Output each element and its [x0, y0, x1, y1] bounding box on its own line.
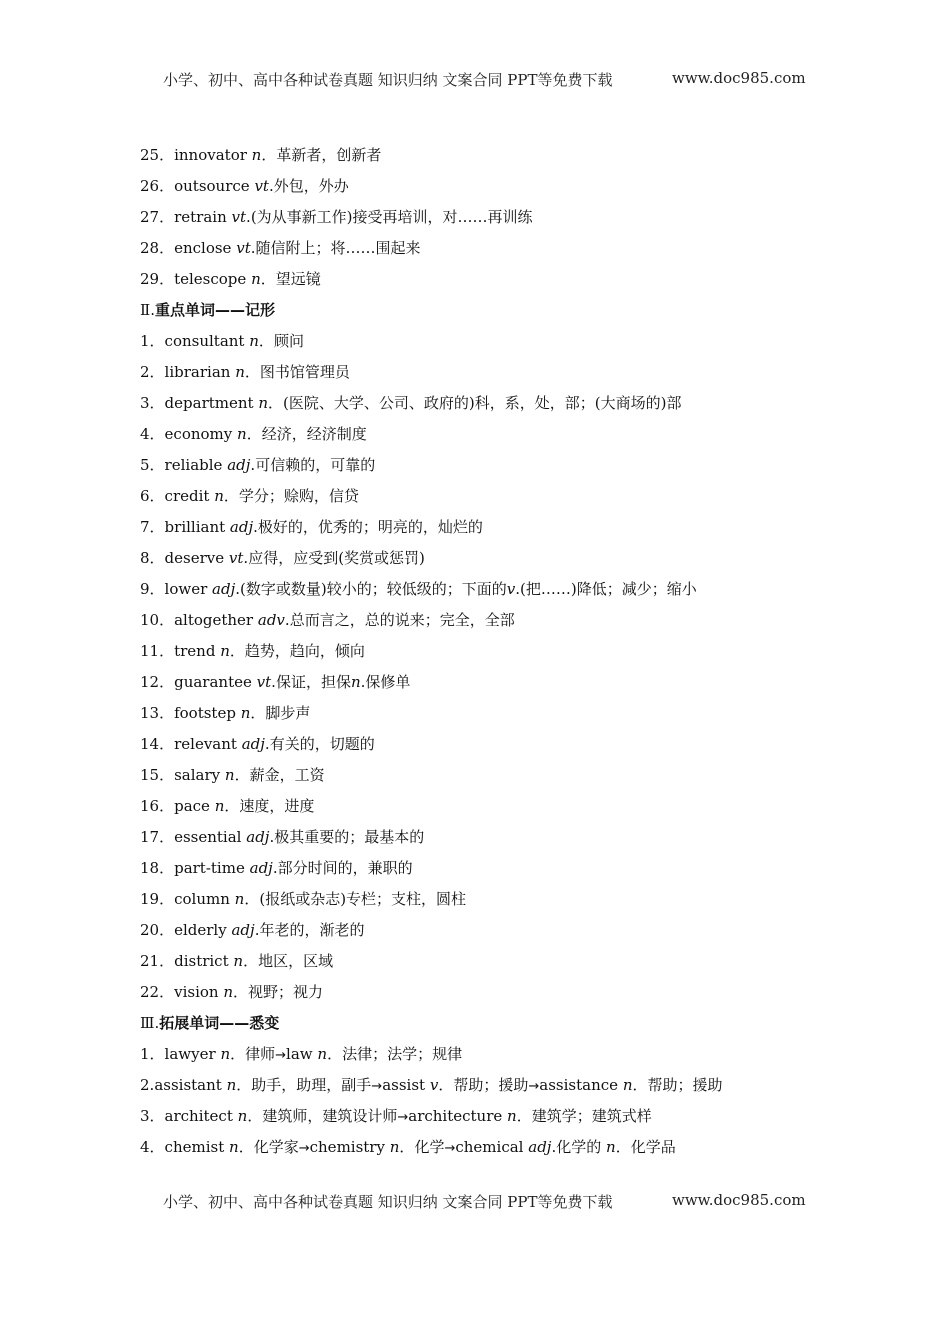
- entry-word: retrain: [174, 208, 227, 226]
- vocab-entry: [140, 233, 900, 264]
- entry-number: 5．: [140, 456, 165, 474]
- entry-pos-separator: .: [243, 549, 249, 567]
- entry-word: enclose: [174, 239, 232, 257]
- form-word: assist: [382, 1076, 426, 1094]
- entry-meaning-2: 保修单: [365, 673, 411, 691]
- entry-meaning: 应得，应受到(奖赏或惩罚): [248, 549, 425, 567]
- vocab-entry: [140, 946, 900, 977]
- vocab-entry: [140, 791, 900, 822]
- vocab-entry: [140, 202, 900, 233]
- form-meaning: 帮助；援助: [453, 1076, 529, 1094]
- form-word: law: [286, 1045, 313, 1063]
- form-pos-separator: .: [551, 1138, 557, 1156]
- entry-pos: vt: [254, 177, 269, 195]
- entry-word: economy: [164, 425, 233, 443]
- entry-pos: adv: [257, 611, 285, 629]
- entry-number: 11．: [140, 642, 175, 660]
- entry-word: librarian: [164, 363, 231, 381]
- form-pos-separator: ．: [236, 1076, 252, 1094]
- arrow-right-icon: →: [444, 1141, 456, 1156]
- entry-meaning-2: (把……)降低；减少；缩小: [520, 580, 697, 598]
- entry-number: 4．: [140, 425, 165, 443]
- form-meaning: 化学家: [253, 1138, 299, 1156]
- form-pos-separator: ．: [516, 1107, 532, 1125]
- vocab-entry: [140, 326, 900, 357]
- entry-pos-separator: .: [268, 177, 274, 195]
- vocab-entry: [140, 636, 900, 667]
- entry-number: 20．: [140, 921, 175, 939]
- entry-meaning: 脚步声: [265, 704, 311, 722]
- vocab-entry: [140, 884, 900, 915]
- vocab-entry: [140, 264, 900, 295]
- entry-meaning: 随信附上；将……围起来: [255, 239, 421, 257]
- arrow-right-icon: →: [298, 1141, 310, 1156]
- entry-word: brilliant: [164, 518, 226, 536]
- vocab-entry: [140, 1070, 900, 1101]
- form-word: chemistry: [309, 1138, 385, 1156]
- form-pos: n: [507, 1107, 517, 1125]
- entry-word: trend: [174, 642, 216, 660]
- entry-number: 25．: [140, 146, 175, 164]
- header-site: www.doc985.com: [672, 69, 806, 87]
- entry-pos-separator: .: [250, 239, 256, 257]
- entry-number: 22．: [140, 983, 175, 1001]
- form-pos-separator: ．: [327, 1045, 343, 1063]
- section-3-heading: [140, 1008, 900, 1039]
- vocab-entry: [140, 1132, 900, 1163]
- vocab-list-section2: [140, 326, 900, 1008]
- entry-pos: adj: [227, 456, 251, 474]
- entry-number: 4．: [140, 1138, 165, 1156]
- entry-meaning: 极其重要的；最基本的: [274, 828, 425, 846]
- entry-pos: n: [223, 983, 234, 1001]
- vocab-entry: [140, 853, 900, 884]
- entry-pos-2: n: [350, 673, 361, 691]
- form-pos-separator-2: ．: [615, 1138, 631, 1156]
- entry-pos: n: [249, 332, 259, 350]
- entry-meaning: 年老的，渐老的: [259, 921, 365, 939]
- arrow-right-icon: →: [371, 1079, 383, 1094]
- section-2-heading: [140, 295, 900, 326]
- entry-pos: adj: [212, 580, 236, 598]
- entry-meaning: 速度，进度: [239, 797, 315, 815]
- form-pos: adj: [528, 1138, 552, 1156]
- entry-pos: vt: [256, 673, 272, 691]
- form-pos-2: n: [606, 1138, 616, 1156]
- form-pos: n: [226, 1076, 237, 1094]
- vocab-entry: [140, 1039, 900, 1070]
- entry-number: 17．: [140, 828, 175, 846]
- entry-pos-separator: ．: [243, 952, 259, 970]
- entry-number: 1．: [140, 332, 165, 350]
- form-pos: n: [317, 1045, 328, 1063]
- entry-meaning: (医院、大学、公司、政府的)科，系，处，部；(大商场的)部: [283, 394, 682, 412]
- entry-meaning: 可信赖的，可靠的: [255, 456, 376, 474]
- entry-pos: vt: [236, 239, 251, 257]
- form-meaning: 化学的: [556, 1138, 602, 1156]
- entry-pos-separator: .: [271, 673, 276, 691]
- footer-site: www.doc985.com: [672, 1191, 806, 1209]
- entry-pos: vt: [231, 208, 247, 226]
- entry-meaning: (报纸或杂志)专栏；支柱，圆柱: [259, 890, 467, 908]
- entry-pos-separator: ．: [223, 487, 239, 505]
- entry-number: 26．: [140, 177, 175, 195]
- form-word: architect: [164, 1107, 233, 1125]
- form-meaning: 帮助；援助: [647, 1076, 723, 1094]
- form-word: assistance: [539, 1076, 619, 1094]
- entry-meaning: 望远镜: [275, 270, 321, 288]
- entry-number: 14．: [140, 735, 175, 753]
- entry-pos-separator: .: [272, 859, 278, 877]
- entry-pos-separator: .: [269, 828, 275, 846]
- entry-meaning: 顾问: [273, 332, 304, 350]
- entry-pos-separator: ．: [260, 270, 276, 288]
- vocab-entry: [140, 512, 900, 543]
- vocab-entry: [140, 698, 900, 729]
- entry-number: 8．: [140, 549, 165, 567]
- vocab-entry: [140, 605, 900, 636]
- entry-pos: n: [258, 394, 269, 412]
- form-meaning-2: 化学品: [630, 1138, 676, 1156]
- entry-pos-separator: ．: [244, 890, 260, 908]
- entry-pos-separator: .: [250, 456, 256, 474]
- entry-word: relevant: [174, 735, 237, 753]
- form-pos-separator: ．: [438, 1076, 454, 1094]
- vocab-entry: [140, 419, 900, 450]
- entry-word: vision: [174, 983, 219, 1001]
- form-pos-separator: ．: [632, 1076, 648, 1094]
- entry-word: footstep: [174, 704, 236, 722]
- entry-meaning: 革新者，创新者: [276, 146, 382, 164]
- entry-pos-separator: ．: [261, 146, 277, 164]
- entry-pos-separator: .: [254, 921, 260, 939]
- vocab-entry: [140, 450, 900, 481]
- entry-number: 2．: [140, 363, 165, 381]
- entry-meaning: 有关的，切题的: [269, 735, 375, 753]
- entry-word: pace: [174, 797, 210, 815]
- entry-number: 21．: [140, 952, 175, 970]
- section-2-title: 重点单词——记形: [154, 301, 275, 319]
- entry-number: 16．: [140, 797, 175, 815]
- entry-pos: n: [237, 425, 247, 443]
- entry-meaning: 保证，担保: [275, 673, 351, 691]
- entry-pos-separator-2: .: [360, 673, 366, 691]
- entry-meaning: 外包，外办: [273, 177, 349, 195]
- entry-pos-separator: ．: [224, 797, 240, 815]
- vocab-entry: [140, 481, 900, 512]
- entry-pos-separator: .: [246, 208, 251, 226]
- page-header: [163, 69, 806, 90]
- arrow-right-icon: →: [528, 1079, 540, 1094]
- form-pos-separator: ．: [230, 1045, 246, 1063]
- entry-pos-separator: ．: [233, 983, 249, 1001]
- entry-word: essential: [174, 828, 242, 846]
- form-meaning: 法律；法学；规律: [342, 1045, 463, 1063]
- entry-number: 2.: [140, 1076, 155, 1094]
- form-pos: n: [229, 1138, 239, 1156]
- entry-pos-separator: ．: [250, 704, 266, 722]
- entry-meaning: 薪金，工资: [249, 766, 325, 784]
- entry-pos: adj: [231, 921, 255, 939]
- entry-pos: n: [235, 363, 245, 381]
- vocab-entry: [140, 729, 900, 760]
- entry-number: 3．: [140, 394, 165, 412]
- entry-pos-separator: ．: [234, 766, 250, 784]
- entry-pos-separator: .: [284, 611, 290, 629]
- vocab-entry: [140, 574, 900, 605]
- entry-word: credit: [164, 487, 210, 505]
- entry-number: 18．: [140, 859, 175, 877]
- form-pos: v: [429, 1076, 439, 1094]
- vocab-entry: [140, 760, 900, 791]
- vocab-entry: [140, 915, 900, 946]
- form-meaning: 建筑学；建筑式样: [531, 1107, 652, 1125]
- entry-pos-separator: .: [235, 580, 241, 598]
- entry-pos-separator: ．: [244, 363, 260, 381]
- vocab-entry: [140, 388, 900, 419]
- entry-meaning: 学分；赊购，信贷: [238, 487, 359, 505]
- entry-number: 15．: [140, 766, 175, 784]
- entry-word: reliable: [164, 456, 223, 474]
- form-pos: n: [220, 1045, 231, 1063]
- entry-meaning: 总而言之，总的说来；完全，全部: [289, 611, 515, 629]
- entry-pos-separator: .: [253, 518, 258, 536]
- entry-word: altogether: [174, 611, 254, 629]
- entry-meaning: 地区，区域: [258, 952, 334, 970]
- entry-number: 13．: [140, 704, 175, 722]
- entry-number: 10．: [140, 611, 175, 629]
- entry-word: deserve: [164, 549, 225, 567]
- arrow-right-icon: →: [397, 1110, 409, 1125]
- form-meaning: 化学: [414, 1138, 445, 1156]
- entry-pos: n: [220, 642, 230, 660]
- form-meaning: 助手，助理，副手: [251, 1076, 372, 1094]
- form-pos-separator: ．: [247, 1107, 263, 1125]
- section-3-numeral: Ⅲ.: [140, 1014, 160, 1032]
- vocab-entry: [140, 140, 900, 171]
- form-meaning: 律师: [245, 1045, 276, 1063]
- form-word: lawyer: [164, 1045, 216, 1063]
- entry-word: salary: [174, 766, 221, 784]
- form-pos: n: [237, 1107, 248, 1125]
- entry-pos: n: [214, 797, 225, 815]
- entry-number: 12．: [140, 673, 175, 691]
- entry-word: department: [164, 394, 254, 412]
- form-pos-separator: ．: [238, 1138, 254, 1156]
- entry-number: 29．: [140, 270, 175, 288]
- form-pos-separator: ．: [399, 1138, 415, 1156]
- entry-pos-separator: ．: [268, 394, 284, 412]
- entry-meaning: 经济，经济制度: [261, 425, 367, 443]
- entry-pos: n: [251, 146, 262, 164]
- entry-pos-separator: ．: [229, 642, 245, 660]
- entry-pos-separator: ．: [258, 332, 274, 350]
- entry-number: 19．: [140, 890, 175, 908]
- footer-text: 小学、初中、高中各种试卷真题 知识归纳 文案合同 PPT等免费下载: [163, 1193, 613, 1211]
- form-pos: n: [389, 1138, 400, 1156]
- entry-pos: n: [240, 704, 251, 722]
- vocab-entry: [140, 1101, 900, 1132]
- entry-pos-separator: ．: [246, 425, 262, 443]
- entry-pos: n: [251, 270, 261, 288]
- form-word: chemist: [164, 1138, 225, 1156]
- form-word: architecture: [408, 1107, 503, 1125]
- entry-meaning: (数字或数量)较小的；较低级的；下面的: [240, 580, 507, 598]
- vocab-list-section3: [140, 1039, 900, 1163]
- entry-word: lower: [164, 580, 208, 598]
- vocab-entry: [140, 543, 900, 574]
- entry-pos: adj: [249, 859, 273, 877]
- entry-word: part-time: [174, 859, 245, 877]
- entry-pos: n: [234, 890, 245, 908]
- entry-pos: adj: [241, 735, 265, 753]
- entry-pos-separator-2: .: [515, 580, 521, 598]
- form-pos: n: [622, 1076, 633, 1094]
- entry-pos-2: v: [506, 580, 516, 598]
- entry-word: column: [174, 890, 230, 908]
- entry-word: guarantee: [174, 673, 252, 691]
- entry-number: 28．: [140, 239, 175, 257]
- entry-meaning: 视野；视力: [248, 983, 324, 1001]
- entry-number: 7．: [140, 518, 165, 536]
- vocab-entry: [140, 357, 900, 388]
- entry-word: consultant: [164, 332, 245, 350]
- entry-word: telescope: [174, 270, 247, 288]
- section-3-title: 拓展单词——悉变: [159, 1014, 280, 1032]
- entry-word: outsource: [174, 177, 250, 195]
- entry-pos: n: [224, 766, 235, 784]
- entry-pos: vt: [228, 549, 244, 567]
- section-2-numeral: Ⅱ.: [140, 301, 155, 319]
- entry-number: 27．: [140, 208, 175, 226]
- vocab-entry: [140, 977, 900, 1008]
- entry-pos: n: [233, 952, 244, 970]
- header-text: 小学、初中、高中各种试卷真题 知识归纳 文案合同 PPT等免费下载: [163, 71, 613, 89]
- entry-word: innovator: [174, 146, 247, 164]
- entry-meaning: 部分时间的，兼职的: [277, 859, 413, 877]
- entry-meaning: 图书馆管理员: [259, 363, 350, 381]
- vocab-entry: [140, 822, 900, 853]
- form-word: chemical: [455, 1138, 524, 1156]
- entry-number: 9．: [140, 580, 165, 598]
- entry-meaning: 极好的，优秀的；明亮的，灿烂的: [257, 518, 483, 536]
- entry-meaning: 趋势，趋向，倾向: [244, 642, 365, 660]
- entry-word: elderly: [174, 921, 227, 939]
- vocab-entry: [140, 667, 900, 698]
- entry-pos: adj: [246, 828, 270, 846]
- entry-meaning: (为从事新工作)接受再培训，对……再训练: [250, 208, 533, 226]
- vocab-list-part1: [140, 140, 900, 295]
- vocab-entry: [140, 171, 900, 202]
- entry-number: 6．: [140, 487, 165, 505]
- entry-pos-separator: .: [264, 735, 270, 753]
- entry-pos: n: [214, 487, 224, 505]
- form-meaning: 建筑师，建筑设计师: [262, 1107, 398, 1125]
- entry-number: 1．: [140, 1045, 165, 1063]
- entry-pos: adj: [229, 518, 254, 536]
- page-footer: [163, 1191, 806, 1212]
- arrow-right-icon: →: [275, 1048, 287, 1063]
- entry-word: district: [174, 952, 229, 970]
- form-word: assistant: [154, 1076, 222, 1094]
- vocabulary-content: [140, 140, 900, 1163]
- entry-number: 3．: [140, 1107, 165, 1125]
